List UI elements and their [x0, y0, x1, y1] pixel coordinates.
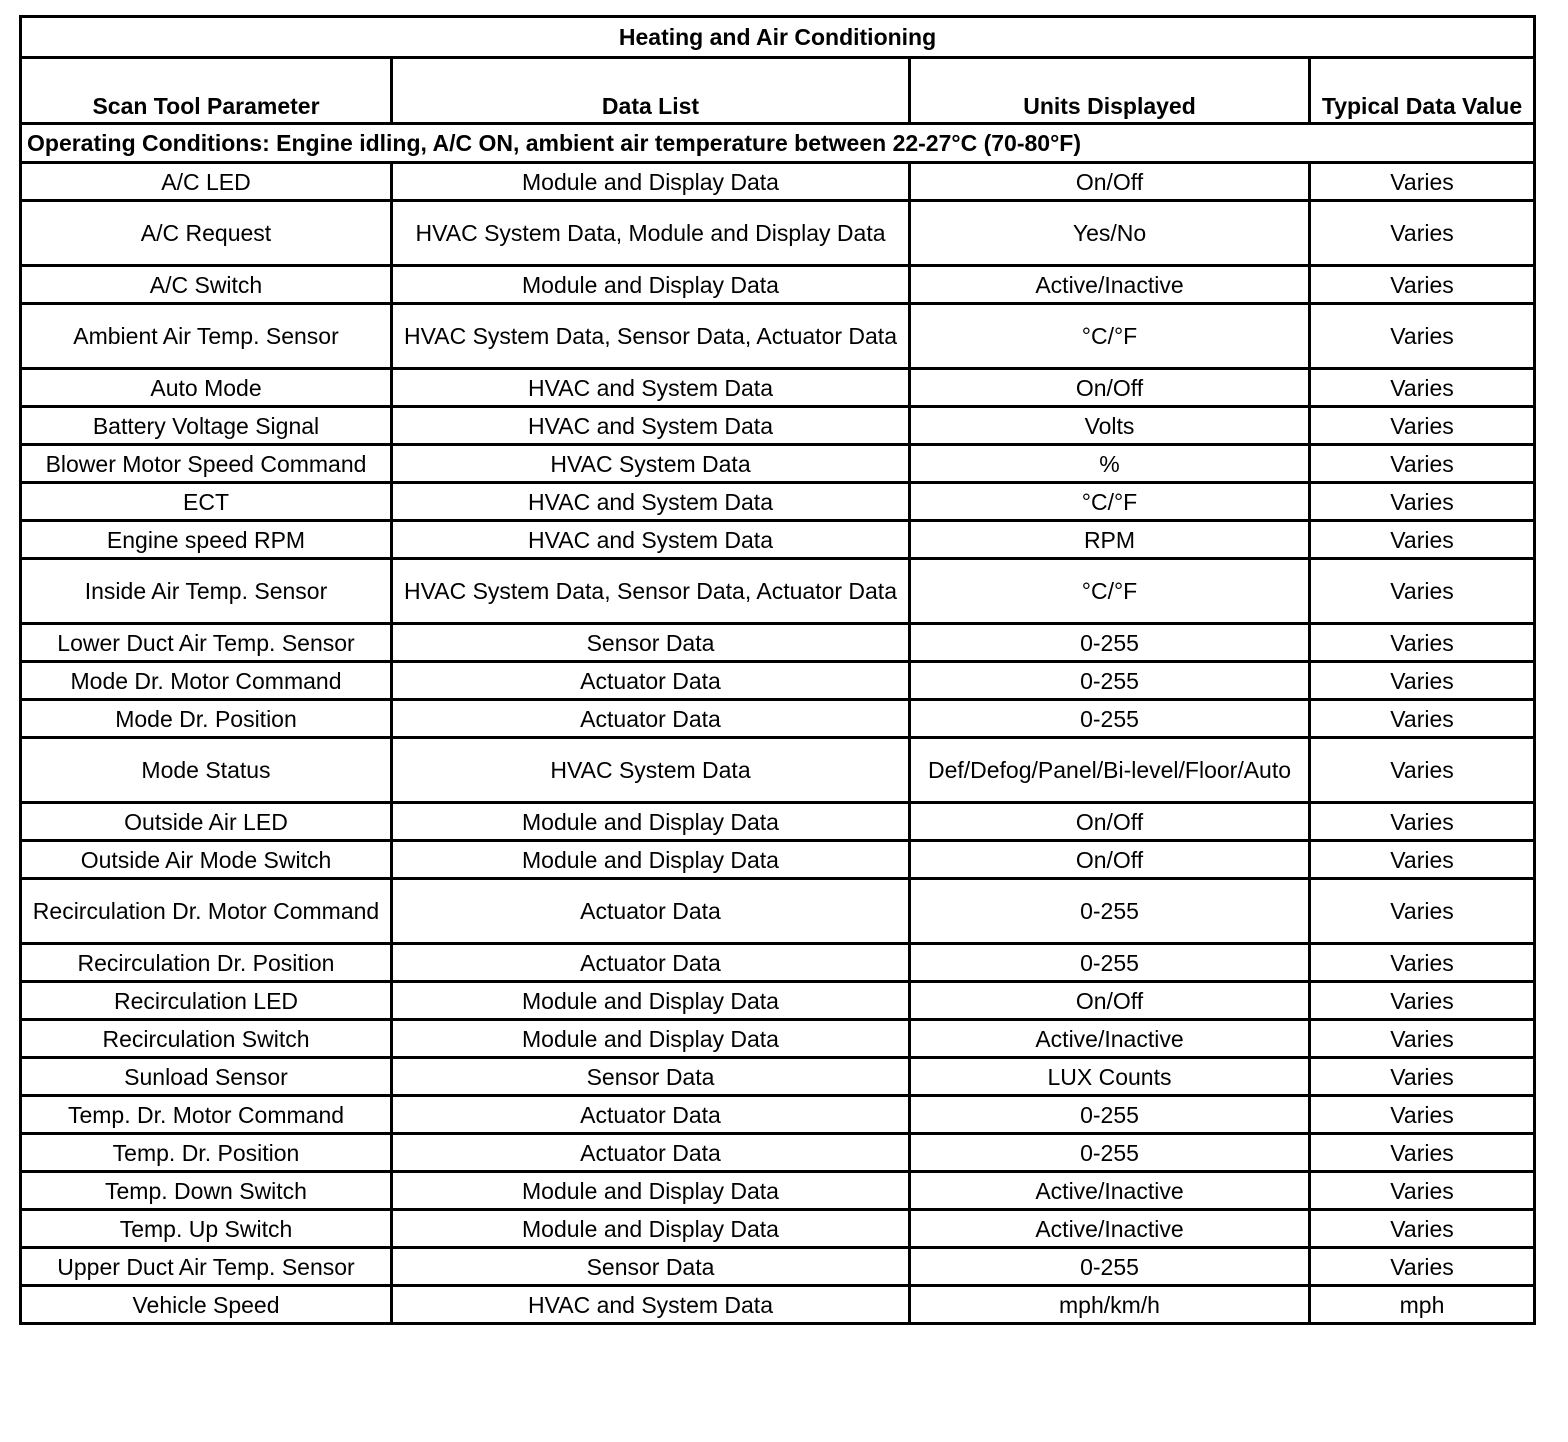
table-row	[21, 624, 1535, 662]
data-list-cell: HVAC System Data	[392, 445, 910, 483]
table-row	[21, 1058, 1535, 1096]
param-cell: Upper Duct Air Temp. Sensor	[21, 1248, 392, 1286]
table-row	[21, 1248, 1535, 1286]
header-units-displayed: Units Displayed	[910, 58, 1310, 124]
data-list-cell: Module and Display Data	[392, 803, 910, 841]
table-row	[21, 1172, 1535, 1210]
table-row	[21, 700, 1535, 738]
table-row	[21, 803, 1535, 841]
units-cell: mph/km/h	[910, 1286, 1310, 1324]
data-list-cell: Module and Display Data	[392, 266, 910, 304]
table-row	[21, 944, 1535, 982]
data-list-cell: HVAC and System Data	[392, 407, 910, 445]
document-page	[19, 15, 1536, 1325]
typical-value-cell: Varies	[1310, 879, 1535, 944]
units-cell: 0-255	[910, 1096, 1310, 1134]
data-list-cell: Actuator Data	[392, 1096, 910, 1134]
typical-value-cell: Varies	[1310, 944, 1535, 982]
data-list-cell: Sensor Data	[392, 1248, 910, 1286]
units-cell: °C/°F	[910, 304, 1310, 369]
table-row	[21, 738, 1535, 803]
table-row	[21, 879, 1535, 944]
units-cell: °C/°F	[910, 559, 1310, 624]
param-cell: Auto Mode	[21, 369, 392, 407]
param-cell: Recirculation LED	[21, 982, 392, 1020]
data-list-cell: Actuator Data	[392, 944, 910, 982]
data-list-cell: HVAC System Data, Sensor Data, Actuator Data	[392, 559, 910, 624]
data-list-cell: Module and Display Data	[392, 1210, 910, 1248]
units-cell: 0-255	[910, 662, 1310, 700]
table-row	[21, 521, 1535, 559]
typical-value-cell: Varies	[1310, 841, 1535, 879]
table-row	[21, 1020, 1535, 1058]
param-cell: Temp. Down Switch	[21, 1172, 392, 1210]
typical-value-cell: Varies	[1310, 1210, 1535, 1248]
param-cell: Mode Status	[21, 738, 392, 803]
table-row	[21, 559, 1535, 624]
units-cell: 0-255	[910, 1248, 1310, 1286]
units-cell: On/Off	[910, 163, 1310, 201]
units-cell: LUX Counts	[910, 1058, 1310, 1096]
data-list-cell: Module and Display Data	[392, 982, 910, 1020]
param-cell: Outside Air LED	[21, 803, 392, 841]
units-cell: °C/°F	[910, 483, 1310, 521]
typical-value-cell: Varies	[1310, 624, 1535, 662]
typical-value-cell: Varies	[1310, 559, 1535, 624]
units-cell: RPM	[910, 521, 1310, 559]
param-cell: A/C Switch	[21, 266, 392, 304]
param-cell: A/C LED	[21, 163, 392, 201]
param-cell: ECT	[21, 483, 392, 521]
column-header-row	[21, 58, 1535, 124]
header-typical-data-value: Typical Data Value	[1310, 58, 1535, 124]
units-cell: %	[910, 445, 1310, 483]
data-list-cell: HVAC System Data, Module and Display Data	[392, 201, 910, 266]
typical-value-cell: Varies	[1310, 662, 1535, 700]
units-cell: 0-255	[910, 1134, 1310, 1172]
data-list-cell: HVAC and System Data	[392, 369, 910, 407]
units-cell: Active/Inactive	[910, 266, 1310, 304]
typical-value-cell: Varies	[1310, 700, 1535, 738]
param-cell: Recirculation Dr. Motor Command	[21, 879, 392, 944]
units-cell: Active/Inactive	[910, 1210, 1310, 1248]
typical-value-cell: mph	[1310, 1286, 1535, 1324]
typical-value-cell: Varies	[1310, 445, 1535, 483]
units-cell: 0-255	[910, 624, 1310, 662]
table-row	[21, 1134, 1535, 1172]
typical-value-cell: Varies	[1310, 407, 1535, 445]
typical-value-cell: Varies	[1310, 803, 1535, 841]
param-cell: Engine speed RPM	[21, 521, 392, 559]
param-cell: Recirculation Switch	[21, 1020, 392, 1058]
table-row	[21, 304, 1535, 369]
typical-value-cell: Varies	[1310, 1172, 1535, 1210]
table-row	[21, 662, 1535, 700]
data-list-cell: Module and Display Data	[392, 1020, 910, 1058]
data-list-cell: HVAC and System Data	[392, 483, 910, 521]
data-list-cell: Actuator Data	[392, 700, 910, 738]
table-row	[21, 1286, 1535, 1324]
data-list-cell: Actuator Data	[392, 879, 910, 944]
param-cell: Battery Voltage Signal	[21, 407, 392, 445]
units-cell: 0-255	[910, 700, 1310, 738]
param-cell: Sunload Sensor	[21, 1058, 392, 1096]
param-cell: Blower Motor Speed Command	[21, 445, 392, 483]
table-row	[21, 407, 1535, 445]
param-cell: A/C Request	[21, 201, 392, 266]
typical-value-cell: Varies	[1310, 304, 1535, 369]
typical-value-cell: Varies	[1310, 1020, 1535, 1058]
operating-conditions: Operating Conditions: Engine idling, A/C ON, ambient air temperature between 22-27°C (70-80°F)	[21, 124, 1535, 163]
units-cell: On/Off	[910, 803, 1310, 841]
param-cell: Vehicle Speed	[21, 1286, 392, 1324]
header-scan-tool-parameter: Scan Tool Parameter	[21, 58, 392, 124]
data-list-cell: Module and Display Data	[392, 841, 910, 879]
typical-value-cell: Varies	[1310, 163, 1535, 201]
table-row	[21, 201, 1535, 266]
operating-conditions-row	[21, 124, 1535, 163]
data-list-cell: Sensor Data	[392, 624, 910, 662]
data-list-cell: Sensor Data	[392, 1058, 910, 1096]
header-data-list: Data List	[392, 58, 910, 124]
data-list-cell: HVAC and System Data	[392, 1286, 910, 1324]
table-row	[21, 445, 1535, 483]
table-row	[21, 982, 1535, 1020]
units-cell: Active/Inactive	[910, 1020, 1310, 1058]
table-row	[21, 841, 1535, 879]
table-row	[21, 1210, 1535, 1248]
param-cell: Temp. Dr. Position	[21, 1134, 392, 1172]
units-cell: 0-255	[910, 879, 1310, 944]
typical-value-cell: Varies	[1310, 738, 1535, 803]
typical-value-cell: Varies	[1310, 266, 1535, 304]
hvac-data-table	[19, 15, 1536, 1325]
table-title-row	[21, 17, 1535, 58]
table-row	[21, 369, 1535, 407]
param-cell: Recirculation Dr. Position	[21, 944, 392, 982]
typical-value-cell: Varies	[1310, 1248, 1535, 1286]
param-cell: Inside Air Temp. Sensor	[21, 559, 392, 624]
param-cell: Mode Dr. Position	[21, 700, 392, 738]
units-cell: Def/Defog/Panel/Bi-level/Floor/Auto	[910, 738, 1310, 803]
data-list-cell: HVAC and System Data	[392, 521, 910, 559]
data-list-cell: Module and Display Data	[392, 163, 910, 201]
table-row	[21, 1096, 1535, 1134]
units-cell: On/Off	[910, 841, 1310, 879]
param-cell: Mode Dr. Motor Command	[21, 662, 392, 700]
units-cell: On/Off	[910, 982, 1310, 1020]
table-title: Heating and Air Conditioning	[21, 17, 1535, 58]
table-row	[21, 266, 1535, 304]
typical-value-cell: Varies	[1310, 1058, 1535, 1096]
typical-value-cell: Varies	[1310, 201, 1535, 266]
units-cell: Volts	[910, 407, 1310, 445]
typical-value-cell: Varies	[1310, 1096, 1535, 1134]
table-row	[21, 483, 1535, 521]
units-cell: Active/Inactive	[910, 1172, 1310, 1210]
typical-value-cell: Varies	[1310, 483, 1535, 521]
data-list-cell: Actuator Data	[392, 1134, 910, 1172]
param-cell: Ambient Air Temp. Sensor	[21, 304, 392, 369]
data-list-cell: Module and Display Data	[392, 1172, 910, 1210]
typical-value-cell: Varies	[1310, 982, 1535, 1020]
param-cell: Temp. Up Switch	[21, 1210, 392, 1248]
param-cell: Temp. Dr. Motor Command	[21, 1096, 392, 1134]
data-list-cell: Actuator Data	[392, 662, 910, 700]
typical-value-cell: Varies	[1310, 369, 1535, 407]
units-cell: 0-255	[910, 944, 1310, 982]
units-cell: Yes/No	[910, 201, 1310, 266]
typical-value-cell: Varies	[1310, 521, 1535, 559]
data-list-cell: HVAC System Data	[392, 738, 910, 803]
param-cell: Lower Duct Air Temp. Sensor	[21, 624, 392, 662]
units-cell: On/Off	[910, 369, 1310, 407]
param-cell: Outside Air Mode Switch	[21, 841, 392, 879]
data-list-cell: HVAC System Data, Sensor Data, Actuator Data	[392, 304, 910, 369]
typical-value-cell: Varies	[1310, 1134, 1535, 1172]
table-row	[21, 163, 1535, 201]
